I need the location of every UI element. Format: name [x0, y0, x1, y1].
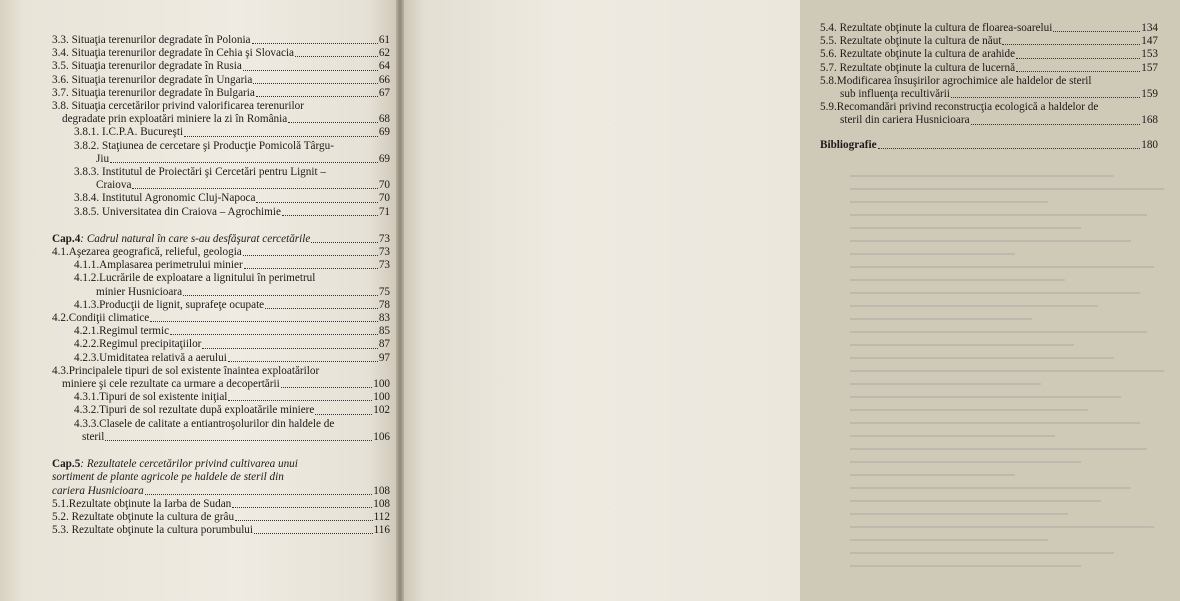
toc-entry-3-8-4: 3.8.4. Institutul Agronomic Cluj-Napoca 70	[74, 192, 390, 205]
right-page	[400, 0, 1158, 601]
bleed-through-text	[850, 175, 1180, 575]
toc-entry-5-6: 5.6. Rezultate obţinute la cultura de arahide 153	[820, 48, 1158, 61]
bibliography-entry: Bibliografie 180	[820, 138, 1158, 151]
toc-entry-5-1: 5.1.Rezultate obţinute la Iarba de Sudan 108	[52, 497, 390, 510]
left-toc	[52, 34, 390, 537]
toc-entry-4-1-1: 4.1.1.Amplasarea perimetrului minier 73	[74, 259, 390, 272]
toc-entry-5-5: 5.5. Rezultate obţinute la cultura de năut 147	[820, 35, 1158, 48]
toc-entry-4-2-2: 4.2.2.Regimul precipitaţiilor 87	[74, 338, 390, 351]
toc-entry-3-8-1: 3.8.1. I.C.P.A. Bucureşti 69	[74, 126, 390, 139]
toc-entry-5-2: 5.2. Rezultate obţinute la cultura de grâu 112	[52, 510, 390, 523]
toc-entry-4-3-3: 4.3.3.Clasele de calitate a entiantroşolurilor din haldele de steril 106	[74, 417, 390, 443]
toc-entry-3-8: 3.8. Situaţia cercetărilor privind valorificarea terenurilor degradate prin exploatări miniere la zi în România 68	[52, 100, 390, 126]
right-toc	[820, 22, 1158, 152]
chapter-5-heading: Cap.5: Rezultatele cercetărilor privind cultivarea unui sortiment de plante agricole pe haldele de steril din cariera Husnicioara 108	[52, 458, 390, 497]
toc-entry-4-2: 4.2.Condiţii climatice 83	[52, 312, 390, 325]
chapter-4-heading: Cap.4: Cadrul natural în care s-au desfăşurat cercetările 73	[52, 232, 390, 245]
toc-entry-4-2-1: 4.2.1.Regimul termic 85	[74, 325, 390, 338]
toc-entry-5-4: 5.4. Rezultate obţinute la cultura de floarea-soarelui 134	[820, 22, 1158, 34]
toc-entry-4-1-2: 4.1.2.Lucrările de exploatare a lignitului în perimetrul minier Husnicioara 75	[74, 272, 390, 298]
toc-entry-3-8-3: 3.8.3. Institutul de Proiectări şi Cercetări pentru Lignit – Craiova 70	[74, 166, 390, 192]
toc-entry-3-7: 3.7. Situaţia terenurilor degradate în Bulgaria 67	[52, 86, 390, 99]
toc-entry-3-3: 3.3. Situaţia terenurilor degradate în Polonia 61	[52, 34, 390, 46]
left-page	[0, 0, 400, 601]
toc-entry-4-3: 4.3.Principalele tipuri de sol existente înaintea exploatărilor miniere şi cele rezultate ca urmare a decopertării 100	[52, 364, 390, 391]
toc-entry-4-1-3: 4.1.3.Producţii de lignit, suprafeţe ocupate 78	[74, 298, 390, 311]
toc-entry-5-8: 5.8.Modificarea însuşirilor agrochimice ale haldelor de steril sub influenţa recultivării 159	[820, 74, 1158, 101]
toc-entry-5-7: 5.7. Rezultate obţinute la cultura de lucernă 157	[820, 61, 1158, 74]
toc-entry-4-3-1: 4.3.1.Tipuri de sol existente iniţial 100	[74, 391, 390, 404]
toc-entry-3-8-5: 3.8.5. Universitatea din Craiova – Agrochimie 71	[74, 205, 390, 218]
toc-entry-3-8-2: 3.8.2. Staţiunea de cercetare şi Producţie Pomicolă Târgu- Jiu 69	[74, 139, 390, 165]
toc-entry-4-3-2: 4.3.2.Tipuri de sol rezultate după exploatările miniere 102	[74, 404, 390, 417]
toc-entry-3-6: 3.6. Situaţia terenurilor degradate în Ungaria 66	[52, 73, 390, 86]
toc-entry-5-3: 5.3. Rezultate obţinute la cultura porumbului 116	[52, 524, 390, 537]
toc-entry-5-9: 5.9.Recomandări privind reconstrucţia ecologică a haldelor de steril din cariera Husnicioara 168	[820, 101, 1158, 127]
toc-entry-4-2-3: 4.2.3.Umiditatea relativă a aerului 97	[74, 351, 390, 364]
toc-entry-3-4: 3.4. Situaţia terenurilor degradate în Cehia şi Slovacia 62	[52, 47, 390, 60]
book-spine	[396, 0, 404, 601]
toc-entry-4-1: 4.1.Aşezarea geografică, relieful, geologia 73	[52, 246, 390, 259]
toc-entry-3-5: 3.5. Situaţia terenurilor degradate în Rusia 64	[52, 60, 390, 73]
